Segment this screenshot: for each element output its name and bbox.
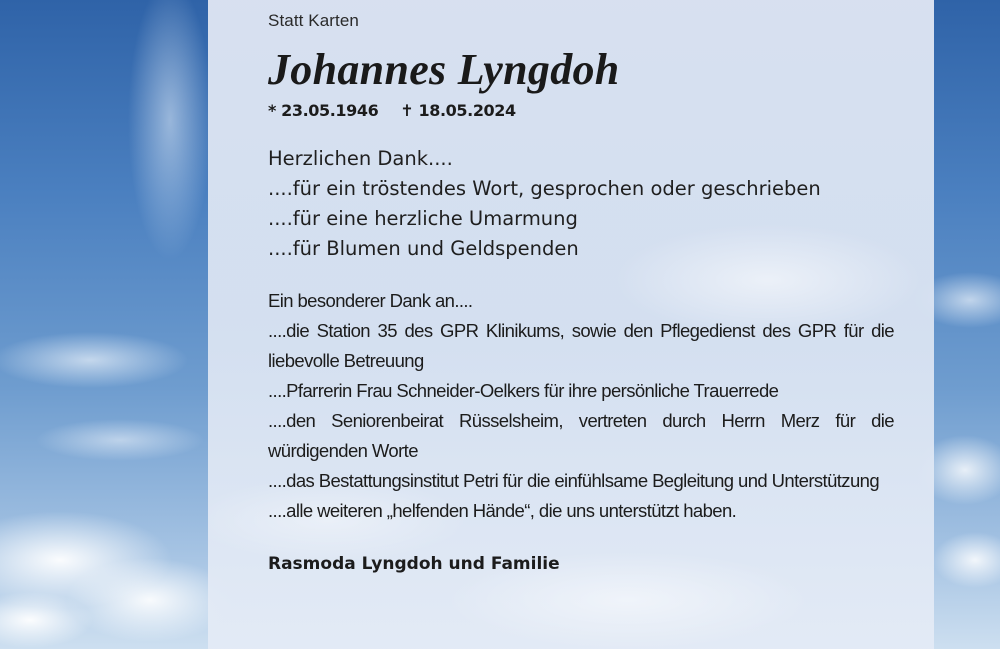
special-thanks-line: ....das Bestattungsinstitut Petri für die einfühlsame Begleitung und Unterstützung bbox=[268, 470, 880, 491]
notice-card bbox=[208, 0, 934, 649]
thanks-line: ....für eine herzliche Umarmung bbox=[268, 207, 578, 230]
birth-date: * 23.05.1946 bbox=[268, 101, 379, 120]
thanks-block bbox=[268, 144, 894, 264]
thanks-line: ....für Blumen und Geldspenden bbox=[268, 237, 579, 260]
special-thanks-line: ....den Seniorenbeirat Rüsselsheim, vertreten durch Herrn Merz für die würdigenden Worte bbox=[268, 410, 894, 461]
thanks-line: ....für ein tröstendes Wort, gesprochen oder geschrieben bbox=[268, 177, 821, 200]
top-note: Statt Karten bbox=[268, 11, 359, 30]
thanks-line: Herzlichen Dank.... bbox=[268, 147, 453, 170]
special-thanks-block bbox=[268, 286, 894, 526]
deceased-name: Johannes Lyngdoh bbox=[268, 45, 620, 94]
life-dates bbox=[268, 100, 894, 122]
special-thanks-line: ....die Station 35 des GPR Klinikums, sowie den Pflegedienst des GPR für die liebevolle Betreuung bbox=[268, 320, 894, 371]
special-thanks-heading: Ein besonderer Dank an.... bbox=[268, 290, 473, 311]
special-thanks-line: ....Pfarrerin Frau Schneider-Oelkers für ihre persönliche Trauerrede bbox=[268, 380, 779, 401]
signature: Rasmoda Lyngdoh und Familie bbox=[268, 554, 560, 574]
special-thanks-line: ....alle weiteren „helfenden Hände“, die uns unterstützt haben. bbox=[268, 500, 737, 521]
death-date: ✝ 18.05.2024 bbox=[400, 101, 516, 120]
